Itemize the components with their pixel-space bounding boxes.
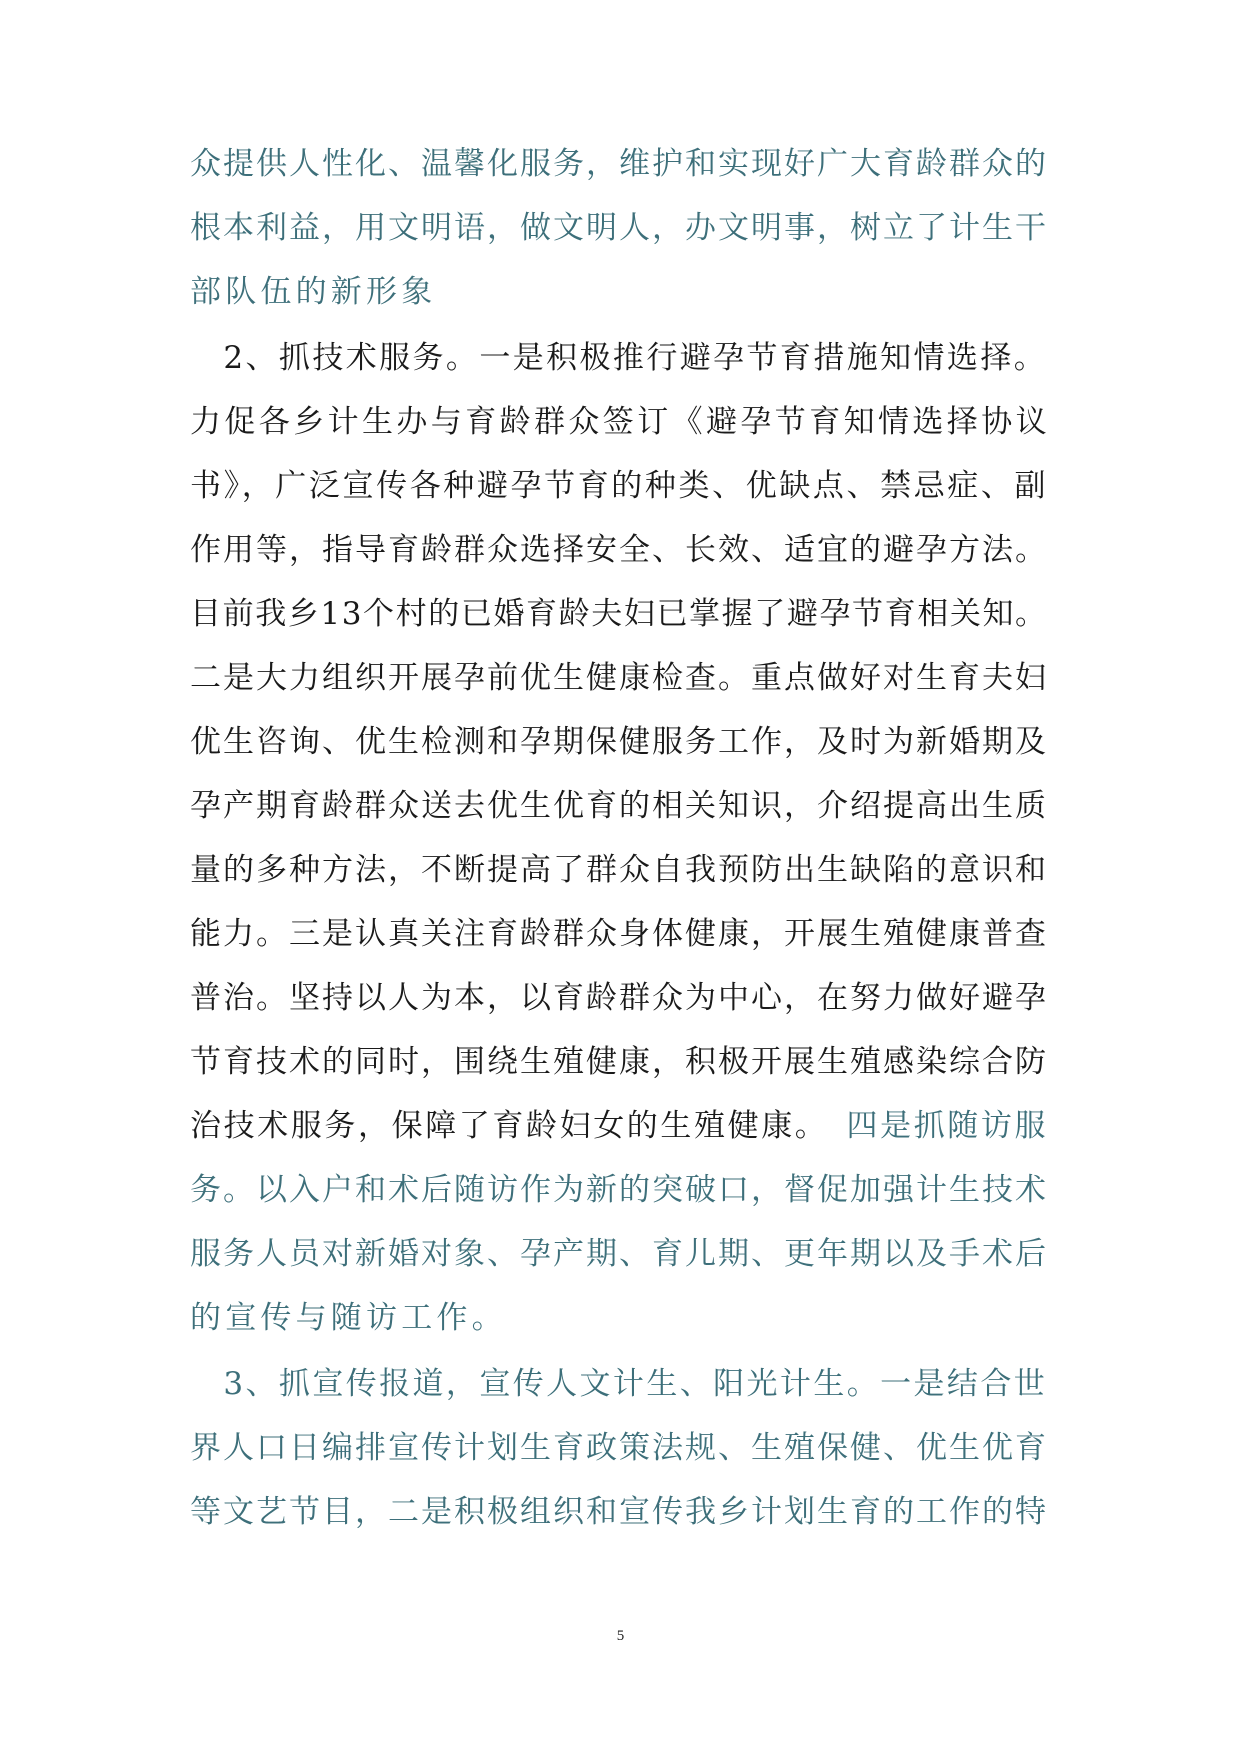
text-line: 二是大力组织开展孕前优生健康检查。重点做好对生育夫妇 <box>190 660 1048 696</box>
text-line: 务。以入户和术后随访作为新的突破口，督促加强计生技术 <box>190 1172 1048 1208</box>
text-line-tail: 四是抓随访服 <box>812 1108 1049 1144</box>
text-line: 量的多种方法，不断提高了群众自我预防出生缺陷的意识和 <box>190 852 1048 888</box>
text-line: 优生咨询、优生检测和孕期保健服务工作，及时为新婚期及 <box>190 724 1048 760</box>
text-line <box>190 1094 1050 1158</box>
text-line: 书》，广泛宣传各种避孕节育的种类、优缺点、禁忌症、副 <box>190 468 1049 504</box>
text-line: 服务人员对新婚对象、孕产期、育儿期、更年期以及手术后 <box>190 1236 1048 1272</box>
text-line: 部队伍的新形象 <box>190 274 437 310</box>
text-line: 的宣传与随访工作。 <box>190 1300 507 1336</box>
text-line: 能力。三是认真关注育龄群众身体健康，开展生殖健康普查 <box>190 916 1048 952</box>
page-number: 5 <box>616 1628 625 1644</box>
text-line: 目前我乡13个村的已婚育龄夫妇已掌握了避孕节育相关知。 <box>190 596 1048 632</box>
text-line: 众提供人性化、温馨化服务，维护和实现好广大育龄群众的 <box>190 146 1048 182</box>
text-line: 界人口日编排宣传计划生育政策法规、生殖保健、优生优育 <box>190 1430 1048 1466</box>
text-line: 力促各乡计生办与育龄群众签订《避孕节育知情选择协议 <box>190 404 1050 440</box>
text-line: 作用等，指导育龄群众选择安全、长效、适宜的避孕方法。 <box>190 532 1048 568</box>
text-line: 节育技术的同时，围绕生殖健康，积极开展生殖感染综合防 <box>190 1044 1048 1080</box>
text-line: 普治。坚持以人为本，以育龄群众为中心，在努力做好避孕 <box>190 980 1048 1016</box>
text-line: 2、抓技术服务。一是积极推行避孕节育措施知情选择。 <box>190 340 1048 376</box>
text-line: 等文艺节目，二是积极组织和宣传我乡计划生育的工作的特 <box>190 1494 1048 1530</box>
text-line-main: 治技术服务，保障了育龄妇女的生殖健康。 <box>190 1108 813 1144</box>
text-line: 孕产期育龄群众送去优生优育的相关知识，介绍提高出生质 <box>190 788 1048 824</box>
text-line: 3、抓宣传报道，宣传人文计生、阳光计生。一是结合世 <box>190 1366 1048 1402</box>
text-line: 根本利益，用文明语，做文明人，办文明事，树立了计生干 <box>190 210 1048 246</box>
